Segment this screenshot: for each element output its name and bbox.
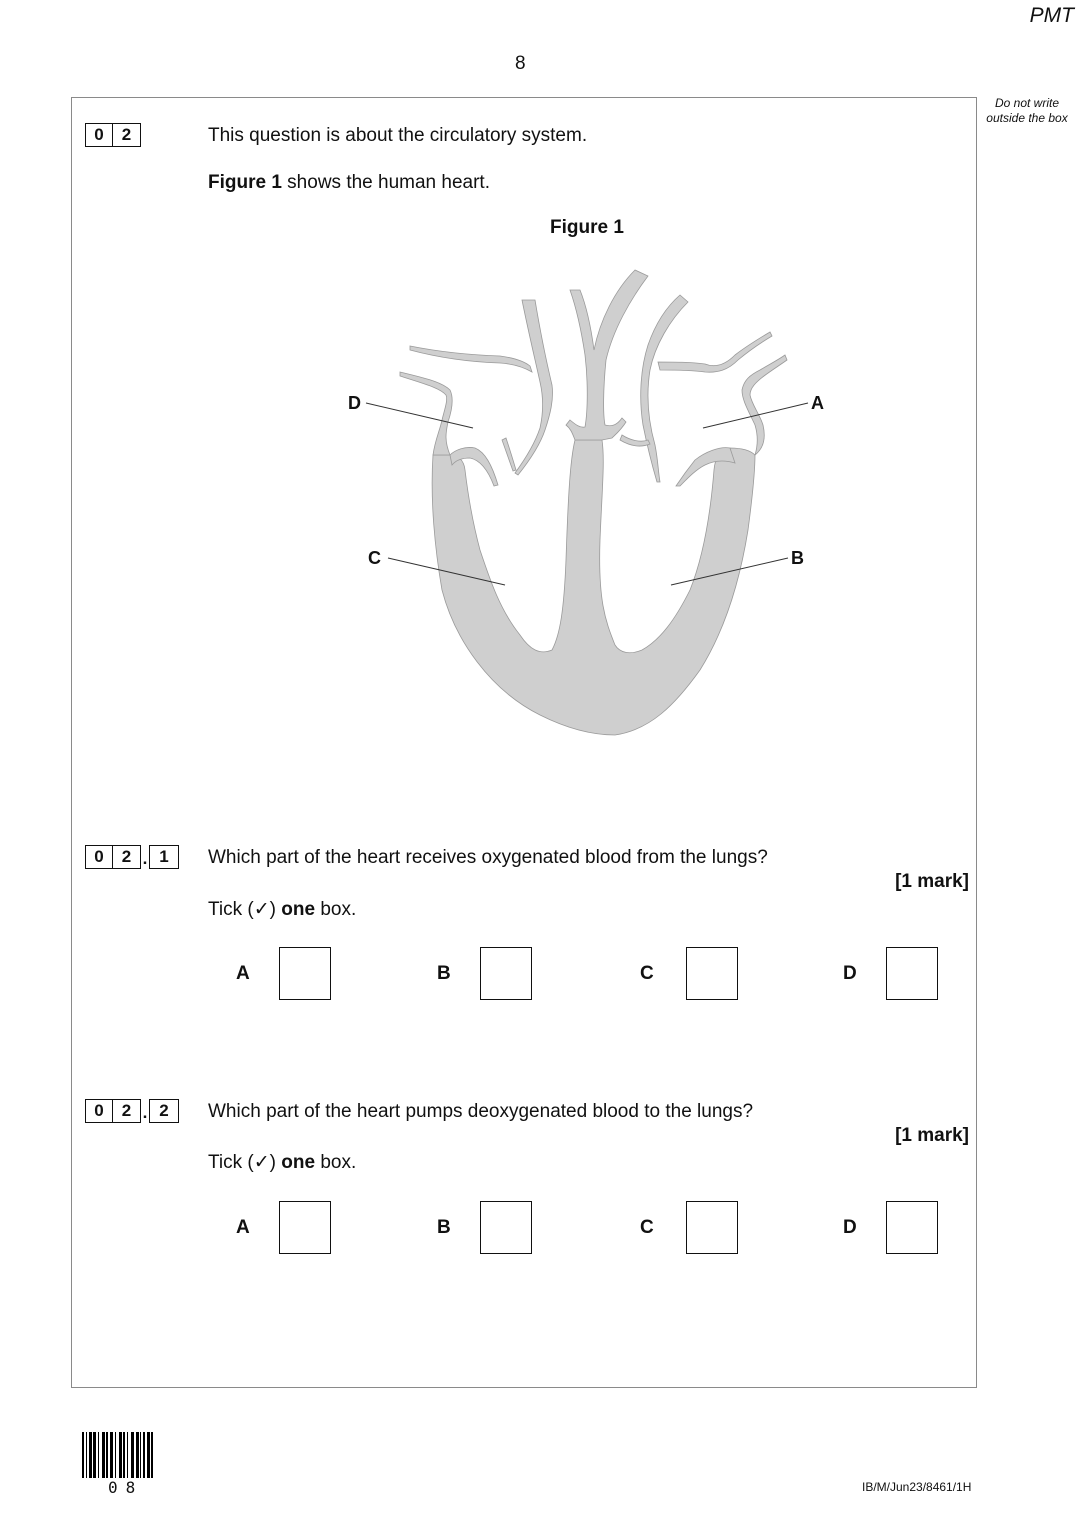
option-label-d: D — [843, 963, 857, 984]
paper-reference: IB/M/Jun23/8461/1H — [862, 1480, 972, 1494]
instruction-bold: one — [281, 899, 316, 920]
barcode-number: 08 — [108, 1478, 144, 1497]
subquestion-part: 2 — [149, 1099, 179, 1123]
label-c: C — [368, 548, 381, 568]
subquestion-dot: . — [142, 1103, 148, 1122]
label-b: B — [791, 548, 804, 568]
option-label-a: A — [236, 963, 250, 984]
tickbox-a[interactable] — [279, 1201, 331, 1254]
tick-instruction — [208, 898, 356, 921]
label-a: A — [811, 393, 824, 413]
tick-instruction — [208, 1151, 356, 1174]
tickbox-b[interactable] — [480, 1201, 532, 1254]
page-number: 8 — [515, 53, 526, 74]
option-label-d: D — [843, 1217, 857, 1238]
tickbox-a[interactable] — [279, 947, 331, 1000]
subquestion-digit: 2 — [113, 845, 141, 869]
question-number — [85, 123, 141, 147]
option-label-b: B — [437, 963, 451, 984]
watermark: PMT — [1029, 4, 1074, 27]
label-d: D — [348, 393, 361, 413]
subquestion-digit: 0 — [85, 845, 113, 869]
option-label-c: C — [640, 1217, 654, 1238]
marks-label: [1 mark] — [895, 871, 969, 892]
margin-note: Do not write outside the box — [986, 96, 1068, 125]
subquestion-digit: 2 — [113, 1099, 141, 1123]
figure-ref-rest: shows the human heart. — [281, 172, 490, 193]
subquestion-number — [85, 845, 179, 869]
question-digit: 0 — [85, 123, 113, 147]
tickbox-b[interactable] — [480, 947, 532, 1000]
figure-reference — [208, 172, 490, 194]
option-label-c: C — [640, 963, 654, 984]
figure-title: Figure 1 — [550, 217, 624, 238]
instruction-post: box. — [315, 1152, 357, 1173]
subquestion-part: 1 — [149, 845, 179, 869]
option-label-b: B — [437, 1217, 451, 1238]
tickbox-c[interactable] — [686, 1201, 738, 1254]
marks-label: [1 mark] — [895, 1125, 969, 1146]
question-intro: This question is about the circulatory system. — [208, 125, 588, 146]
subquestion-dot: . — [142, 849, 148, 868]
barcode — [82, 1432, 153, 1478]
heart-diagram — [330, 260, 850, 740]
figure-ref-bold: Figure 1 — [208, 172, 282, 193]
tickbox-d[interactable] — [886, 947, 938, 1000]
subquestion-prompt: Which part of the heart pumps deoxygenated blood to the lungs? — [208, 1101, 754, 1122]
subquestion-digit: 0 — [85, 1099, 113, 1123]
instruction-pre: Tick (✓) — [208, 899, 282, 920]
tickbox-d[interactable] — [886, 1201, 938, 1254]
tickbox-c[interactable] — [686, 947, 738, 1000]
instruction-pre: Tick (✓) — [208, 1152, 282, 1173]
option-label-a: A — [236, 1217, 250, 1238]
instruction-bold: one — [281, 1152, 316, 1173]
subquestion-prompt: Which part of the heart receives oxygenated blood from the lungs? — [208, 847, 768, 868]
instruction-post: box. — [315, 899, 357, 920]
subquestion-number — [85, 1099, 179, 1123]
question-digit: 2 — [113, 123, 141, 147]
